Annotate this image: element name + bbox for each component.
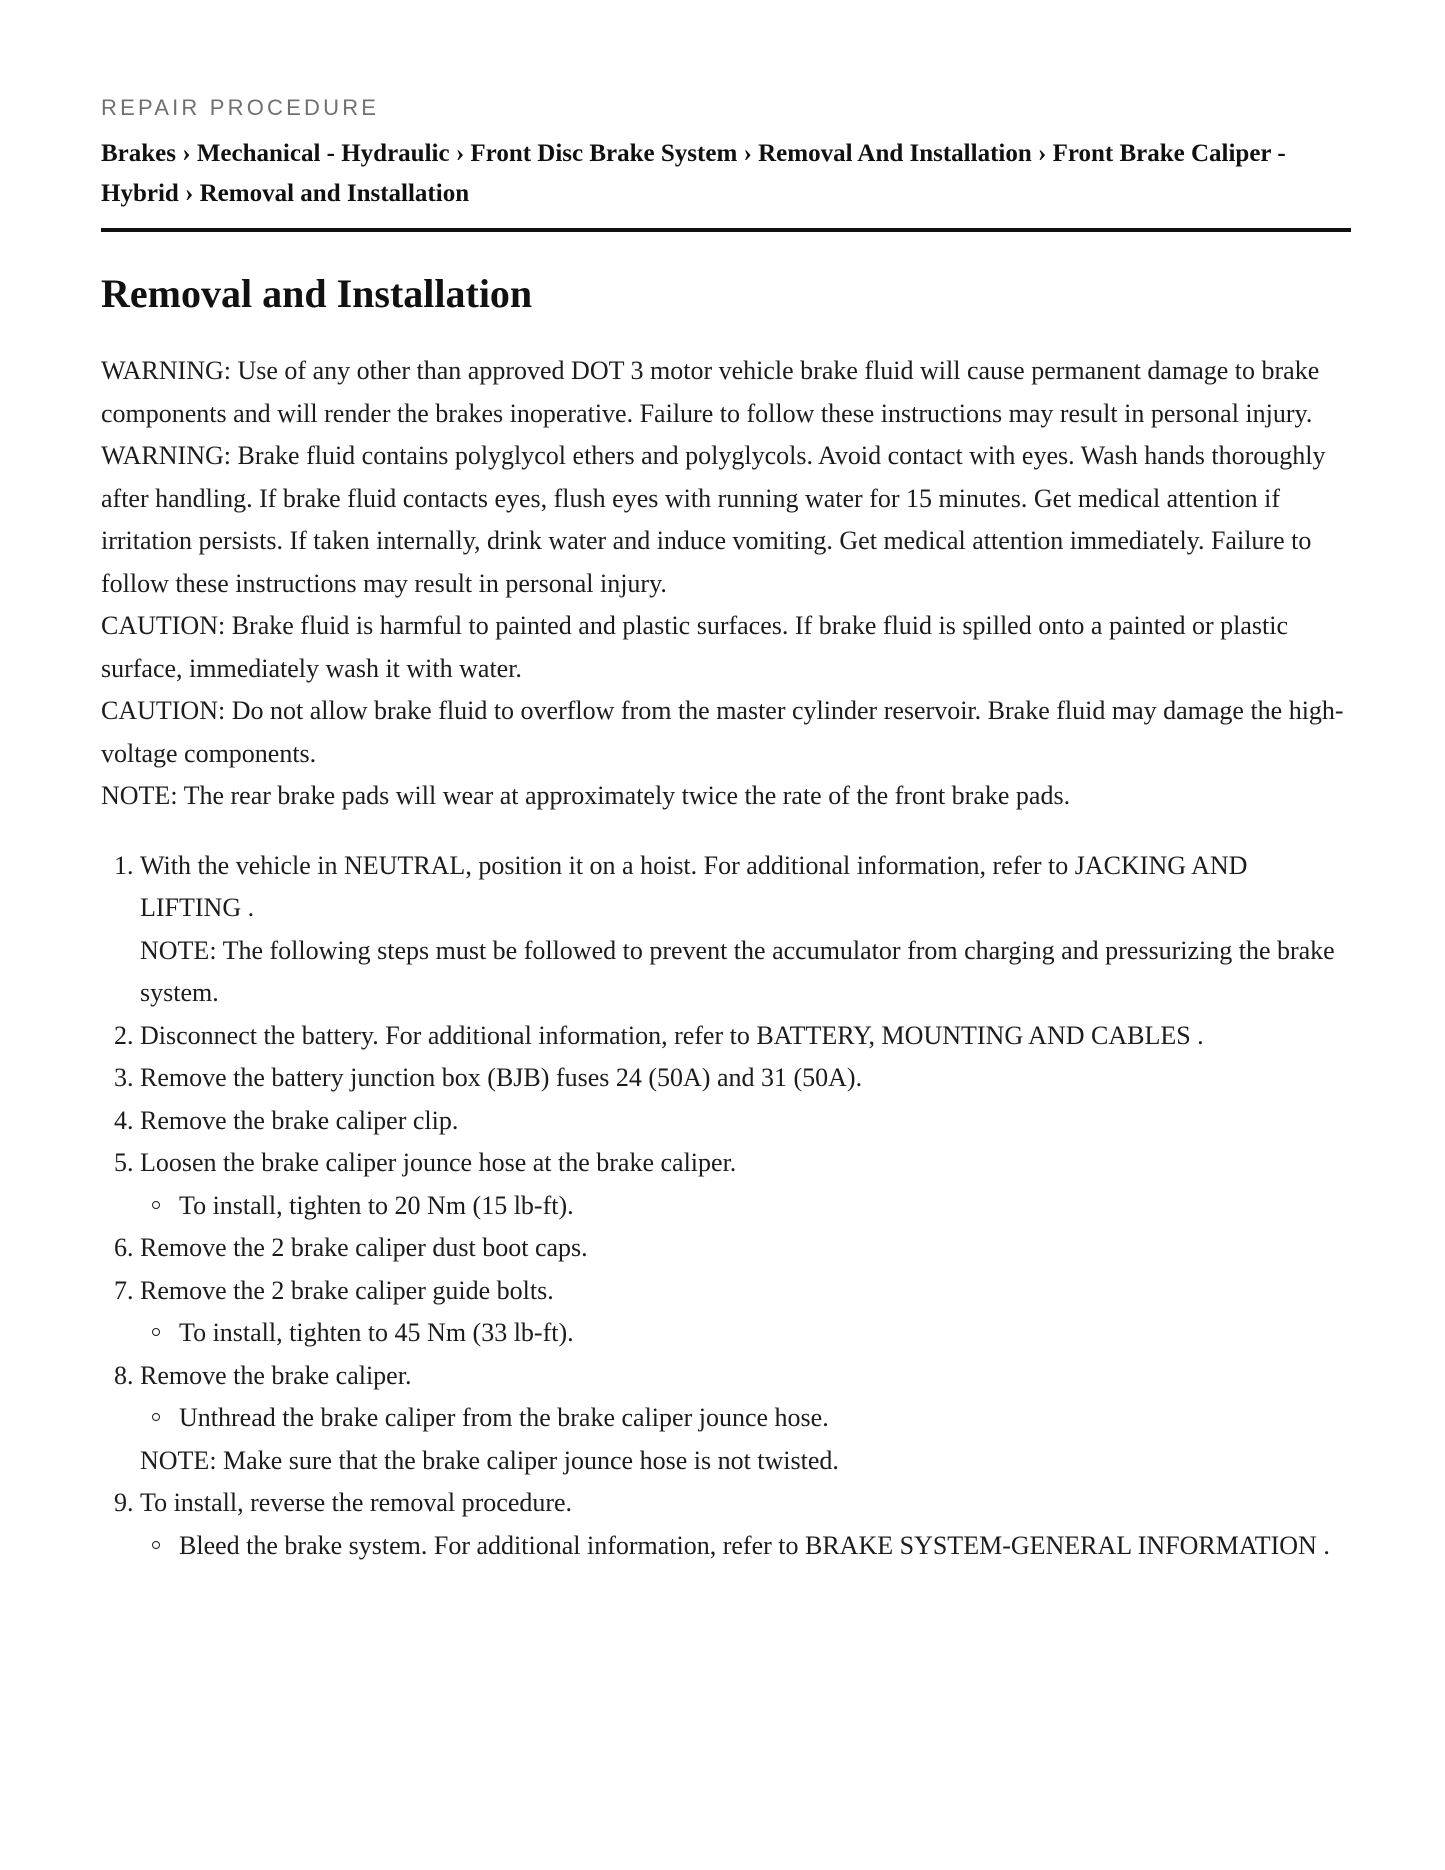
- circle-bullet-icon: [152, 1413, 160, 1421]
- procedure-step: [140, 1227, 1351, 1270]
- warning-notice: WARNING: Brake fluid contains polyglycol ethers and polyglycols. Avoid contact with eyes. Wash hands thoroughly after handling. If brake fluid contacts eyes, flush eyes with running water for 15 minutes. Get medical attention if irritation persists. If taken internally, drink water and induce vomiting. Get medical attention immediately. Failure to follow these instructions may result in personal injury.: [101, 441, 1326, 598]
- substep-text: To install, tighten to 45 Nm (33 lb-ft).: [179, 1318, 574, 1347]
- notices: [101, 350, 1351, 818]
- substep: [179, 1525, 1351, 1568]
- step-text: Remove the brake caliper clip.: [140, 1105, 459, 1135]
- step-text: With the vehicle in NEUTRAL, position it on a hoist. For additional information, refer to JACKING AND LIFTING .: [140, 850, 1248, 922]
- step-text: Remove the 2 brake caliper dust boot caps.: [140, 1233, 588, 1262]
- step-text: Loosen the brake caliper jounce hose at the brake caliper.: [140, 1148, 737, 1177]
- step-text: Remove the brake caliper.: [140, 1360, 412, 1390]
- section-kicker: REPAIR PROCEDURE: [101, 95, 380, 120]
- substep-list: [140, 1312, 1351, 1355]
- caution-notice: CAUTION: Do not allow brake fluid to overflow from the master cylinder reservoir. Brake fluid may damage the high-voltage components.: [101, 696, 1344, 768]
- substep: [179, 1312, 1351, 1355]
- step-text: Remove the 2 brake caliper guide bolts.: [140, 1275, 554, 1305]
- substep: [179, 1185, 1351, 1228]
- warning-notice: WARNING: Use of any other than approved DOT 3 motor vehicle brake fluid will cause permanent damage to brake components and will render the brakes inoperative. Failure to follow these instructions may result in personal injury.: [101, 356, 1320, 428]
- step-text: To install, reverse the removal procedure.: [140, 1488, 573, 1517]
- procedure-step: [140, 1270, 1351, 1355]
- procedure-step: [140, 845, 1351, 1015]
- procedure-step: [140, 1100, 1351, 1143]
- substep-text: Unthread the brake caliper from the brake caliper jounce hose.: [179, 1403, 829, 1432]
- breadcrumb: Brakes › Mechanical - Hydraulic › Front Disc Brake System › Removal And Installation › Front Brake Caliper - Hybrid › Removal and Installation: [101, 134, 1351, 232]
- procedure-step: [140, 1015, 1351, 1058]
- procedure-steps: [101, 845, 1351, 1568]
- step-text: Remove the battery junction box (BJB) fuses 24 (50A) and 31 (50A).: [140, 1063, 863, 1092]
- circle-bullet-icon: [152, 1541, 160, 1549]
- procedure-step: [140, 1355, 1351, 1483]
- substep-list: [140, 1185, 1351, 1228]
- step-text: Disconnect the battery. For additional information, refer to BATTERY, MOUNTING AND CABLES .: [140, 1020, 1204, 1050]
- substep-text: To install, tighten to 20 Nm (15 lb-ft).: [179, 1190, 574, 1220]
- caution-notice: CAUTION: Brake fluid is harmful to painted and plastic surfaces. If brake fluid is spilled onto a painted or plastic surface, immediately wash it with water.: [101, 611, 1289, 683]
- page-title: Removal and Installation: [101, 271, 533, 316]
- substep-list: [140, 1525, 1351, 1568]
- circle-bullet-icon: [152, 1201, 160, 1209]
- circle-bullet-icon: [152, 1328, 160, 1336]
- document-page: [101, 93, 1351, 1567]
- step-note: NOTE: Make sure that the brake caliper jounce hose is not twisted.: [140, 1445, 839, 1475]
- substep: [179, 1397, 1351, 1440]
- procedure-step: [140, 1482, 1351, 1567]
- substep-text: Bleed the brake system. For additional information, refer to BRAKE SYSTEM-GENERAL INFORMATION .: [179, 1530, 1330, 1560]
- procedure-step: [140, 1057, 1351, 1100]
- procedure-step: [140, 1142, 1351, 1227]
- substep-list: [140, 1397, 1351, 1440]
- note-notice: NOTE: The rear brake pads will wear at approximately twice the rate of the front brake pads.: [101, 781, 1071, 810]
- step-note: NOTE: The following steps must be followed to prevent the accumulator from charging and pressurizing the brake system.: [140, 935, 1335, 1007]
